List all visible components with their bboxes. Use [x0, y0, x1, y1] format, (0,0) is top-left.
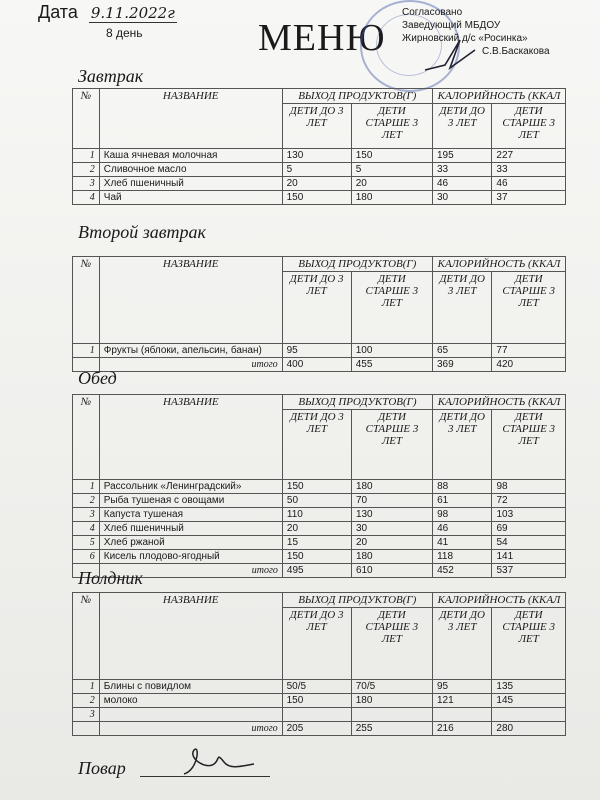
calories-under3: 46 — [432, 177, 491, 191]
calories-over3: 37 — [492, 191, 566, 205]
col-cal-under3: ДЕТИ ДО 3 ЛЕТ — [432, 608, 491, 680]
output-under3: 130 — [282, 149, 351, 163]
dish-name: Чай — [99, 191, 282, 205]
total-label: итого — [99, 722, 282, 736]
col-name: НАЗВАНИЕ — [99, 89, 282, 149]
col-num: № — [73, 593, 100, 680]
approval-block — [402, 6, 550, 58]
output-under3: 50 — [282, 494, 351, 508]
total-calories-under3: 369 — [432, 358, 491, 372]
section-title: Полдник — [78, 568, 143, 588]
calories-under3: 118 — [433, 550, 492, 564]
table-row — [73, 708, 566, 722]
table-row — [73, 480, 566, 494]
total-output-over3: 610 — [351, 564, 432, 578]
col-cal-under3: ДЕТИ ДО 3 ЛЕТ — [432, 272, 491, 344]
output-under3: 110 — [282, 508, 351, 522]
calories-under3: 33 — [432, 163, 491, 177]
dish-name: Рассольник «Ленинградский» — [99, 480, 282, 494]
col-calories: КАЛОРИЙНОСТЬ (ККАЛ — [432, 257, 565, 272]
approval-line: Заведующий МБДОУ — [402, 20, 501, 31]
table-row — [73, 694, 566, 708]
col-calories: КАЛОРИЙНОСТЬ (ККАЛ — [432, 89, 565, 104]
col-output-over3: ДЕТИ СТАРШЕ 3 ЛЕТ — [351, 104, 432, 149]
menu-table — [72, 592, 566, 736]
date-label: Дата — [38, 2, 78, 22]
approval-line: Жирновский д/с «Росинка» — [402, 33, 528, 44]
row-number: 1 — [73, 149, 100, 163]
dish-name: Фрукты (яблоки, апельсин, банан) — [99, 344, 282, 358]
row-number: 1 — [73, 680, 100, 694]
total-label: итого — [99, 564, 282, 578]
col-output-under3: ДЕТИ ДО 3 ЛЕТ — [282, 410, 351, 480]
dish-name: Хлеб пшеничный — [99, 177, 282, 191]
row-number: 1 — [73, 344, 100, 358]
output-over3 — [351, 708, 432, 722]
dish-name: Хлеб ржаной — [99, 536, 282, 550]
output-over3: 180 — [351, 480, 432, 494]
calories-under3 — [432, 708, 491, 722]
col-calories: КАЛОРИЙНОСТЬ (ККАЛ — [433, 395, 566, 410]
date-value: 9.11.2022г — [90, 4, 175, 22]
total-output-over3: 455 — [351, 358, 432, 372]
row-number: 1 — [73, 480, 100, 494]
col-cal-under3: ДЕТИ ДО 3 ЛЕТ — [433, 410, 492, 480]
output-under3: 150 — [282, 480, 351, 494]
calories-over3: 54 — [492, 536, 566, 550]
output-over3: 180 — [351, 191, 432, 205]
calories-over3: 72 — [492, 494, 566, 508]
calories-under3: 65 — [432, 344, 491, 358]
col-output-over3: ДЕТИ СТАРШЕ 3 ЛЕТ — [351, 410, 432, 480]
row-number: 3 — [73, 177, 100, 191]
col-output-under3: ДЕТИ ДО 3 ЛЕТ — [282, 608, 351, 680]
col-output-over3: ДЕТИ СТАРШЕ 3 ЛЕТ — [351, 608, 432, 680]
table-row — [73, 550, 566, 564]
output-under3: 20 — [282, 522, 351, 536]
total-calories-under3: 216 — [432, 722, 491, 736]
dish-name — [99, 708, 282, 722]
table-row — [73, 163, 566, 177]
output-over3: 70 — [351, 494, 432, 508]
table-row — [73, 494, 566, 508]
output-under3: 150 — [282, 550, 351, 564]
table-row — [73, 522, 566, 536]
section-title: Завтрак — [78, 66, 144, 86]
row-number: 2 — [73, 494, 100, 508]
dish-name: Каша ячневая молочная — [99, 149, 282, 163]
output-over3: 100 — [351, 344, 432, 358]
col-cal-over3: ДЕТИ СТАРШЕ 3 ЛЕТ — [492, 608, 566, 680]
total-output-under3: 205 — [282, 722, 351, 736]
dish-name: молоко — [99, 694, 282, 708]
row-number: 3 — [73, 708, 100, 722]
menu-table — [72, 88, 566, 205]
date-line — [38, 2, 177, 23]
col-output-under3: ДЕТИ ДО 3 ЛЕТ — [282, 272, 351, 344]
calories-over3: 46 — [492, 177, 566, 191]
table-row — [73, 508, 566, 522]
row-number: 4 — [73, 522, 100, 536]
calories-over3: 227 — [492, 149, 566, 163]
col-num: № — [73, 395, 100, 480]
cook-label: Повар — [78, 758, 126, 778]
calories-under3: 121 — [432, 694, 491, 708]
calories-over3 — [492, 708, 566, 722]
page-title: МЕНЮ — [258, 17, 386, 59]
calories-over3: 135 — [492, 680, 566, 694]
total-output-under3: 400 — [282, 358, 351, 372]
dish-name: Капуста тушеная — [99, 508, 282, 522]
total-calories-over3: 537 — [492, 564, 566, 578]
menu-table — [72, 394, 566, 578]
output-under3 — [282, 708, 351, 722]
dish-name: Блины с повидлом — [99, 680, 282, 694]
dish-name: Сливочное масло — [99, 163, 282, 177]
output-under3: 95 — [282, 344, 351, 358]
col-name: НАЗВАНИЕ — [99, 593, 282, 680]
calories-over3: 77 — [492, 344, 566, 358]
total-output-under3: 495 — [282, 564, 351, 578]
calories-under3: 95 — [432, 680, 491, 694]
calories-over3: 98 — [492, 480, 566, 494]
output-over3: 5 — [351, 163, 432, 177]
col-cal-under3: ДЕТИ ДО 3 ЛЕТ — [432, 104, 491, 149]
output-over3: 180 — [351, 694, 432, 708]
col-output: ВЫХОД ПРОДУКТОВ(Г) — [282, 89, 432, 104]
col-cal-over3: ДЕТИ СТАРШЕ 3 ЛЕТ — [492, 272, 566, 344]
total-row — [73, 722, 566, 736]
total-calories-over3: 280 — [492, 722, 566, 736]
total-label: итого — [99, 358, 282, 372]
col-output-over3: ДЕТИ СТАРШЕ 3 ЛЕТ — [351, 272, 432, 344]
output-over3: 20 — [351, 536, 432, 550]
dish-name: Рыба тушеная с овощами — [99, 494, 282, 508]
col-calories: КАЛОРИЙНОСТЬ (ККАЛ — [432, 593, 565, 608]
calories-under3: 30 — [432, 191, 491, 205]
section-title: Обед — [78, 368, 117, 388]
calories-over3: 141 — [492, 550, 566, 564]
dish-name: Кисель плодово-ягодный — [99, 550, 282, 564]
output-under3: 5 — [282, 163, 351, 177]
output-under3: 50/5 — [282, 680, 351, 694]
table-row — [73, 149, 566, 163]
output-under3: 150 — [282, 191, 351, 205]
table-row — [73, 536, 566, 550]
day-label: 8 день — [106, 26, 143, 40]
calories-under3: 98 — [433, 508, 492, 522]
table-row — [73, 191, 566, 205]
row-number: 6 — [73, 550, 100, 564]
calories-under3: 46 — [433, 522, 492, 536]
col-name: НАЗВАНИЕ — [99, 395, 282, 480]
row-number: 2 — [73, 694, 100, 708]
calories-over3: 103 — [492, 508, 566, 522]
total-row — [73, 564, 566, 578]
menu-table — [72, 256, 566, 372]
col-cal-over3: ДЕТИ СТАРШЕ 3 ЛЕТ — [492, 104, 566, 149]
total-output-over3: 255 — [351, 722, 432, 736]
calories-under3: 61 — [433, 494, 492, 508]
calories-over3: 33 — [492, 163, 566, 177]
table-row — [73, 680, 566, 694]
row-number: 5 — [73, 536, 100, 550]
approval-line: Согласовано — [402, 7, 463, 18]
output-over3: 20 — [351, 177, 432, 191]
output-over3: 30 — [351, 522, 432, 536]
output-over3: 150 — [351, 149, 432, 163]
col-cal-over3: ДЕТИ СТАРШЕ 3 ЛЕТ — [492, 410, 566, 480]
row-number: 3 — [73, 508, 100, 522]
section-title: Второй завтрак — [78, 222, 206, 242]
cook-signature — [180, 740, 260, 780]
col-output: ВЫХОД ПРОДУКТОВ(Г) — [282, 257, 432, 272]
col-output: ВЫХОД ПРОДУКТОВ(Г) — [282, 593, 432, 608]
approval-line: С.В.Баскакова — [482, 46, 550, 57]
table-row — [73, 344, 566, 358]
col-output-under3: ДЕТИ ДО 3 ЛЕТ — [282, 104, 351, 149]
col-output: ВЫХОД ПРОДУКТОВ(Г) — [282, 395, 432, 410]
col-num: № — [73, 257, 100, 344]
total-calories-under3: 452 — [433, 564, 492, 578]
calories-over3: 69 — [492, 522, 566, 536]
table-row — [73, 177, 566, 191]
total-row — [73, 358, 566, 372]
total-calories-over3: 420 — [492, 358, 566, 372]
output-over3: 180 — [351, 550, 432, 564]
output-over3: 70/5 — [351, 680, 432, 694]
col-num: № — [73, 89, 100, 149]
calories-under3: 195 — [432, 149, 491, 163]
calories-under3: 88 — [433, 480, 492, 494]
row-number: 4 — [73, 191, 100, 205]
output-under3: 150 — [282, 694, 351, 708]
output-under3: 20 — [282, 177, 351, 191]
output-over3: 130 — [351, 508, 432, 522]
output-under3: 15 — [282, 536, 351, 550]
row-number: 2 — [73, 163, 100, 177]
calories-under3: 41 — [433, 536, 492, 550]
dish-name: Хлеб пшеничный — [99, 522, 282, 536]
calories-over3: 145 — [492, 694, 566, 708]
col-name: НАЗВАНИЕ — [99, 257, 282, 344]
